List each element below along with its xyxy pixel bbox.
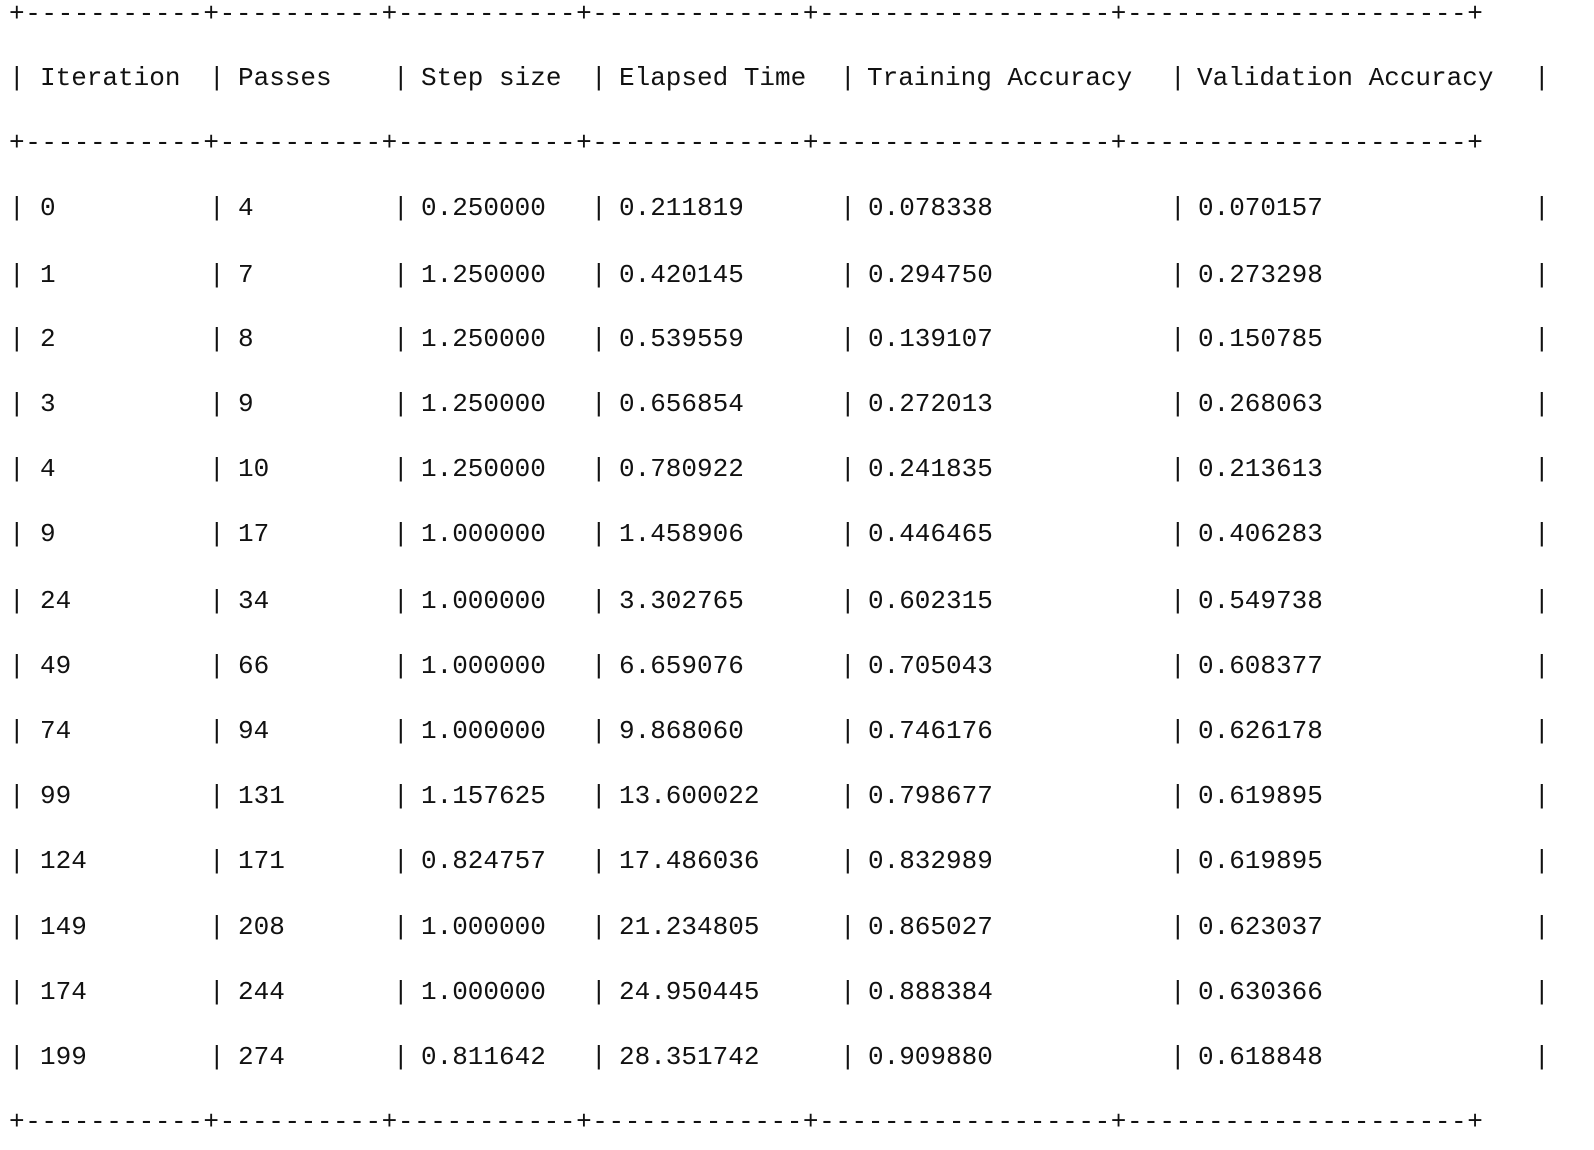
- column-separator: |: [209, 846, 225, 876]
- column-separator: |: [591, 260, 607, 290]
- cell-validation-accuracy: 0.619895: [1198, 781, 1323, 811]
- cell-iteration: 4: [40, 454, 56, 484]
- column-separator: |: [209, 260, 225, 290]
- column-separator: |: [591, 977, 607, 1007]
- column-separator: |: [840, 977, 856, 1007]
- column-separator: |: [1534, 454, 1550, 484]
- column-separator: |: [1534, 846, 1550, 876]
- cell-iteration: 2: [40, 324, 56, 354]
- header-iteration: Iteration: [40, 63, 181, 93]
- column-separator: |: [1170, 260, 1186, 290]
- column-separator: |: [1170, 519, 1186, 549]
- cell-training-accuracy: 0.909880: [868, 1042, 993, 1072]
- table-row: [9, 452, 1589, 486]
- cell-iteration: 9: [40, 519, 56, 549]
- cell-iteration: 99: [40, 781, 72, 811]
- column-separator: |: [1534, 977, 1550, 1007]
- table-row: [9, 975, 1589, 1009]
- column-separator: |: [209, 324, 225, 354]
- header-validation-accuracy: Validation Accuracy: [1197, 63, 1494, 93]
- column-separator: |: [840, 846, 856, 876]
- cell-training-accuracy: 0.798677: [868, 781, 993, 811]
- column-separator: |: [9, 193, 25, 223]
- table-row: [9, 517, 1589, 551]
- table-header-row: [9, 61, 1589, 95]
- cell-step-size: 1.250000: [421, 260, 546, 290]
- cell-elapsed-time: 9.868060: [619, 716, 744, 746]
- column-separator: |: [840, 1042, 856, 1072]
- cell-iteration: 149: [40, 912, 87, 942]
- column-separator: |: [209, 389, 225, 419]
- column-separator: |: [1170, 1042, 1186, 1072]
- cell-elapsed-time: 21.234805: [619, 912, 760, 942]
- column-separator: |: [9, 454, 25, 484]
- cell-step-size: 1.000000: [421, 912, 546, 942]
- column-separator: |: [591, 1042, 607, 1072]
- cell-training-accuracy: 0.294750: [868, 260, 993, 290]
- column-separator: |: [1534, 193, 1550, 223]
- column-separator: |: [1170, 781, 1186, 811]
- column-separator: |: [209, 193, 225, 223]
- column-separator: |: [591, 193, 607, 223]
- table-row: [9, 387, 1589, 421]
- column-separator: |: [1170, 389, 1186, 419]
- table-row: [9, 714, 1589, 748]
- column-separator: |: [840, 781, 856, 811]
- column-separator: |: [9, 716, 25, 746]
- cell-passes: 94: [238, 716, 270, 746]
- cell-validation-accuracy: 0.406283: [1198, 519, 1323, 549]
- column-separator: |: [840, 519, 856, 549]
- cell-validation-accuracy: 0.630366: [1198, 977, 1323, 1007]
- column-separator: |: [1534, 63, 1550, 93]
- column-separator: |: [393, 63, 409, 93]
- column-separator: |: [1170, 977, 1186, 1007]
- column-separator: |: [9, 1042, 25, 1072]
- table-row: [9, 191, 1589, 225]
- column-separator: |: [1534, 651, 1550, 681]
- column-separator: |: [591, 324, 607, 354]
- column-separator: |: [393, 1042, 409, 1072]
- cell-training-accuracy: 0.602315: [868, 586, 993, 616]
- column-separator: |: [840, 586, 856, 616]
- column-separator: |: [1170, 912, 1186, 942]
- cell-passes: 34: [238, 586, 270, 616]
- cell-training-accuracy: 0.241835: [868, 454, 993, 484]
- cell-validation-accuracy: 0.549738: [1198, 586, 1323, 616]
- cell-elapsed-time: 3.302765: [619, 586, 744, 616]
- table-row: [9, 779, 1589, 813]
- cell-training-accuracy: 0.139107: [868, 324, 993, 354]
- cell-iteration: 0: [40, 193, 56, 223]
- column-separator: |: [840, 454, 856, 484]
- column-separator: |: [591, 63, 607, 93]
- column-separator: |: [209, 586, 225, 616]
- table-border-header: +-----------+----------+-----------+-------------+------------------+---------------------+: [9, 128, 1484, 158]
- column-separator: |: [209, 716, 225, 746]
- column-separator: |: [1534, 781, 1550, 811]
- column-separator: |: [1534, 389, 1550, 419]
- column-separator: |: [1534, 912, 1550, 942]
- cell-step-size: 0.824757: [421, 846, 546, 876]
- table-border-bottom: +-----------+----------+-----------+-------------+------------------+---------------------+: [9, 1107, 1484, 1137]
- cell-iteration: 3: [40, 389, 56, 419]
- cell-step-size: 1.000000: [421, 716, 546, 746]
- cell-step-size: 1.157625: [421, 781, 546, 811]
- column-separator: |: [1534, 260, 1550, 290]
- cell-validation-accuracy: 0.619895: [1198, 846, 1323, 876]
- cell-elapsed-time: 28.351742: [619, 1042, 760, 1072]
- column-separator: |: [209, 1042, 225, 1072]
- cell-passes: 7: [238, 260, 254, 290]
- column-separator: |: [840, 716, 856, 746]
- column-separator: |: [1170, 193, 1186, 223]
- cell-step-size: 0.811642: [421, 1042, 546, 1072]
- column-separator: |: [591, 651, 607, 681]
- cell-passes: 131: [238, 781, 285, 811]
- header-elapsed-time: Elapsed Time: [619, 63, 807, 93]
- column-separator: |: [9, 651, 25, 681]
- column-separator: |: [393, 912, 409, 942]
- column-separator: |: [393, 193, 409, 223]
- column-separator: |: [840, 63, 856, 93]
- cell-validation-accuracy: 0.273298: [1198, 260, 1323, 290]
- column-separator: |: [209, 63, 225, 93]
- table-row: [9, 910, 1589, 944]
- cell-passes: 9: [238, 389, 254, 419]
- column-separator: |: [9, 260, 25, 290]
- column-separator: |: [9, 781, 25, 811]
- table-border-top: +-----------+----------+-----------+-------------+------------------+---------------------+: [9, 0, 1484, 29]
- cell-passes: 8: [238, 324, 254, 354]
- column-separator: |: [393, 519, 409, 549]
- cell-iteration: 124: [40, 846, 87, 876]
- column-separator: |: [591, 781, 607, 811]
- column-separator: |: [1170, 716, 1186, 746]
- cell-elapsed-time: 0.211819: [619, 193, 744, 223]
- column-separator: |: [393, 977, 409, 1007]
- cell-elapsed-time: 24.950445: [619, 977, 760, 1007]
- cell-step-size: 1.000000: [421, 651, 546, 681]
- cell-iteration: 199: [40, 1042, 87, 1072]
- column-separator: |: [1170, 651, 1186, 681]
- column-separator: |: [1534, 586, 1550, 616]
- column-separator: |: [591, 912, 607, 942]
- column-separator: |: [591, 389, 607, 419]
- column-separator: |: [393, 716, 409, 746]
- cell-iteration: 174: [40, 977, 87, 1007]
- cell-elapsed-time: 0.656854: [619, 389, 744, 419]
- column-separator: |: [9, 519, 25, 549]
- cell-elapsed-time: 1.458906: [619, 519, 744, 549]
- cell-passes: 4: [238, 193, 254, 223]
- column-separator: |: [1170, 586, 1186, 616]
- column-separator: |: [393, 260, 409, 290]
- column-separator: |: [9, 389, 25, 419]
- column-separator: |: [393, 651, 409, 681]
- cell-validation-accuracy: 0.268063: [1198, 389, 1323, 419]
- column-separator: |: [1170, 63, 1186, 93]
- cell-step-size: 0.250000: [421, 193, 546, 223]
- column-separator: |: [393, 324, 409, 354]
- cell-training-accuracy: 0.832989: [868, 846, 993, 876]
- cell-step-size: 1.250000: [421, 389, 546, 419]
- header-training-accuracy: Training Accuracy: [867, 63, 1133, 93]
- column-separator: |: [209, 977, 225, 1007]
- column-separator: |: [393, 389, 409, 419]
- column-separator: |: [840, 389, 856, 419]
- column-separator: |: [591, 454, 607, 484]
- header-step-size: Step size: [421, 63, 562, 93]
- cell-training-accuracy: 0.865027: [868, 912, 993, 942]
- column-separator: |: [209, 454, 225, 484]
- cell-elapsed-time: 0.780922: [619, 454, 744, 484]
- cell-training-accuracy: 0.078338: [868, 193, 993, 223]
- cell-validation-accuracy: 0.213613: [1198, 454, 1323, 484]
- cell-step-size: 1.250000: [421, 454, 546, 484]
- cell-iteration: 24: [40, 586, 72, 616]
- column-separator: |: [9, 977, 25, 1007]
- cell-elapsed-time: 0.420145: [619, 260, 744, 290]
- cell-elapsed-time: 17.486036: [619, 846, 760, 876]
- column-separator: |: [393, 586, 409, 616]
- column-separator: |: [209, 651, 225, 681]
- cell-iteration: 1: [40, 260, 56, 290]
- cell-passes: 244: [238, 977, 285, 1007]
- cell-training-accuracy: 0.272013: [868, 389, 993, 419]
- cell-training-accuracy: 0.446465: [868, 519, 993, 549]
- cell-step-size: 1.000000: [421, 977, 546, 1007]
- cell-training-accuracy: 0.705043: [868, 651, 993, 681]
- table-row: [9, 649, 1589, 683]
- column-separator: |: [840, 324, 856, 354]
- cell-elapsed-time: 6.659076: [619, 651, 744, 681]
- cell-validation-accuracy: 0.623037: [1198, 912, 1323, 942]
- cell-passes: 208: [238, 912, 285, 942]
- cell-step-size: 1.250000: [421, 324, 546, 354]
- table-row: [9, 322, 1589, 356]
- cell-passes: 10: [238, 454, 270, 484]
- column-separator: |: [591, 716, 607, 746]
- column-separator: |: [591, 519, 607, 549]
- column-separator: |: [1170, 454, 1186, 484]
- column-separator: |: [9, 912, 25, 942]
- column-separator: |: [9, 63, 25, 93]
- column-separator: |: [1534, 716, 1550, 746]
- column-separator: |: [1534, 1042, 1550, 1072]
- cell-validation-accuracy: 0.626178: [1198, 716, 1323, 746]
- column-separator: |: [209, 519, 225, 549]
- column-separator: |: [393, 846, 409, 876]
- cell-training-accuracy: 0.746176: [868, 716, 993, 746]
- cell-step-size: 1.000000: [421, 519, 546, 549]
- cell-passes: 66: [238, 651, 270, 681]
- column-separator: |: [591, 586, 607, 616]
- cell-training-accuracy: 0.888384: [868, 977, 993, 1007]
- column-separator: |: [1534, 519, 1550, 549]
- cell-passes: 274: [238, 1042, 285, 1072]
- column-separator: |: [1534, 324, 1550, 354]
- column-separator: |: [393, 454, 409, 484]
- column-separator: |: [209, 781, 225, 811]
- cell-validation-accuracy: 0.608377: [1198, 651, 1323, 681]
- column-separator: |: [840, 260, 856, 290]
- column-separator: |: [840, 193, 856, 223]
- cell-iteration: 49: [40, 651, 72, 681]
- column-separator: |: [393, 781, 409, 811]
- cell-step-size: 1.000000: [421, 586, 546, 616]
- cell-validation-accuracy: 0.070157: [1198, 193, 1323, 223]
- cell-validation-accuracy: 0.618848: [1198, 1042, 1323, 1072]
- column-separator: |: [9, 846, 25, 876]
- table-row: [9, 258, 1589, 292]
- column-separator: |: [209, 912, 225, 942]
- cell-passes: 17: [238, 519, 270, 549]
- cell-validation-accuracy: 0.150785: [1198, 324, 1323, 354]
- cell-iteration: 74: [40, 716, 72, 746]
- table-row: [9, 844, 1589, 878]
- cell-elapsed-time: 0.539559: [619, 324, 744, 354]
- cell-passes: 171: [238, 846, 285, 876]
- column-separator: |: [840, 912, 856, 942]
- column-separator: |: [1170, 324, 1186, 354]
- column-separator: |: [1170, 846, 1186, 876]
- table-row: [9, 1040, 1589, 1074]
- column-separator: |: [840, 651, 856, 681]
- table-row: [9, 584, 1589, 618]
- header-passes: Passes: [238, 63, 332, 93]
- column-separator: |: [591, 846, 607, 876]
- column-separator: |: [9, 324, 25, 354]
- cell-elapsed-time: 13.600022: [619, 781, 760, 811]
- column-separator: |: [9, 586, 25, 616]
